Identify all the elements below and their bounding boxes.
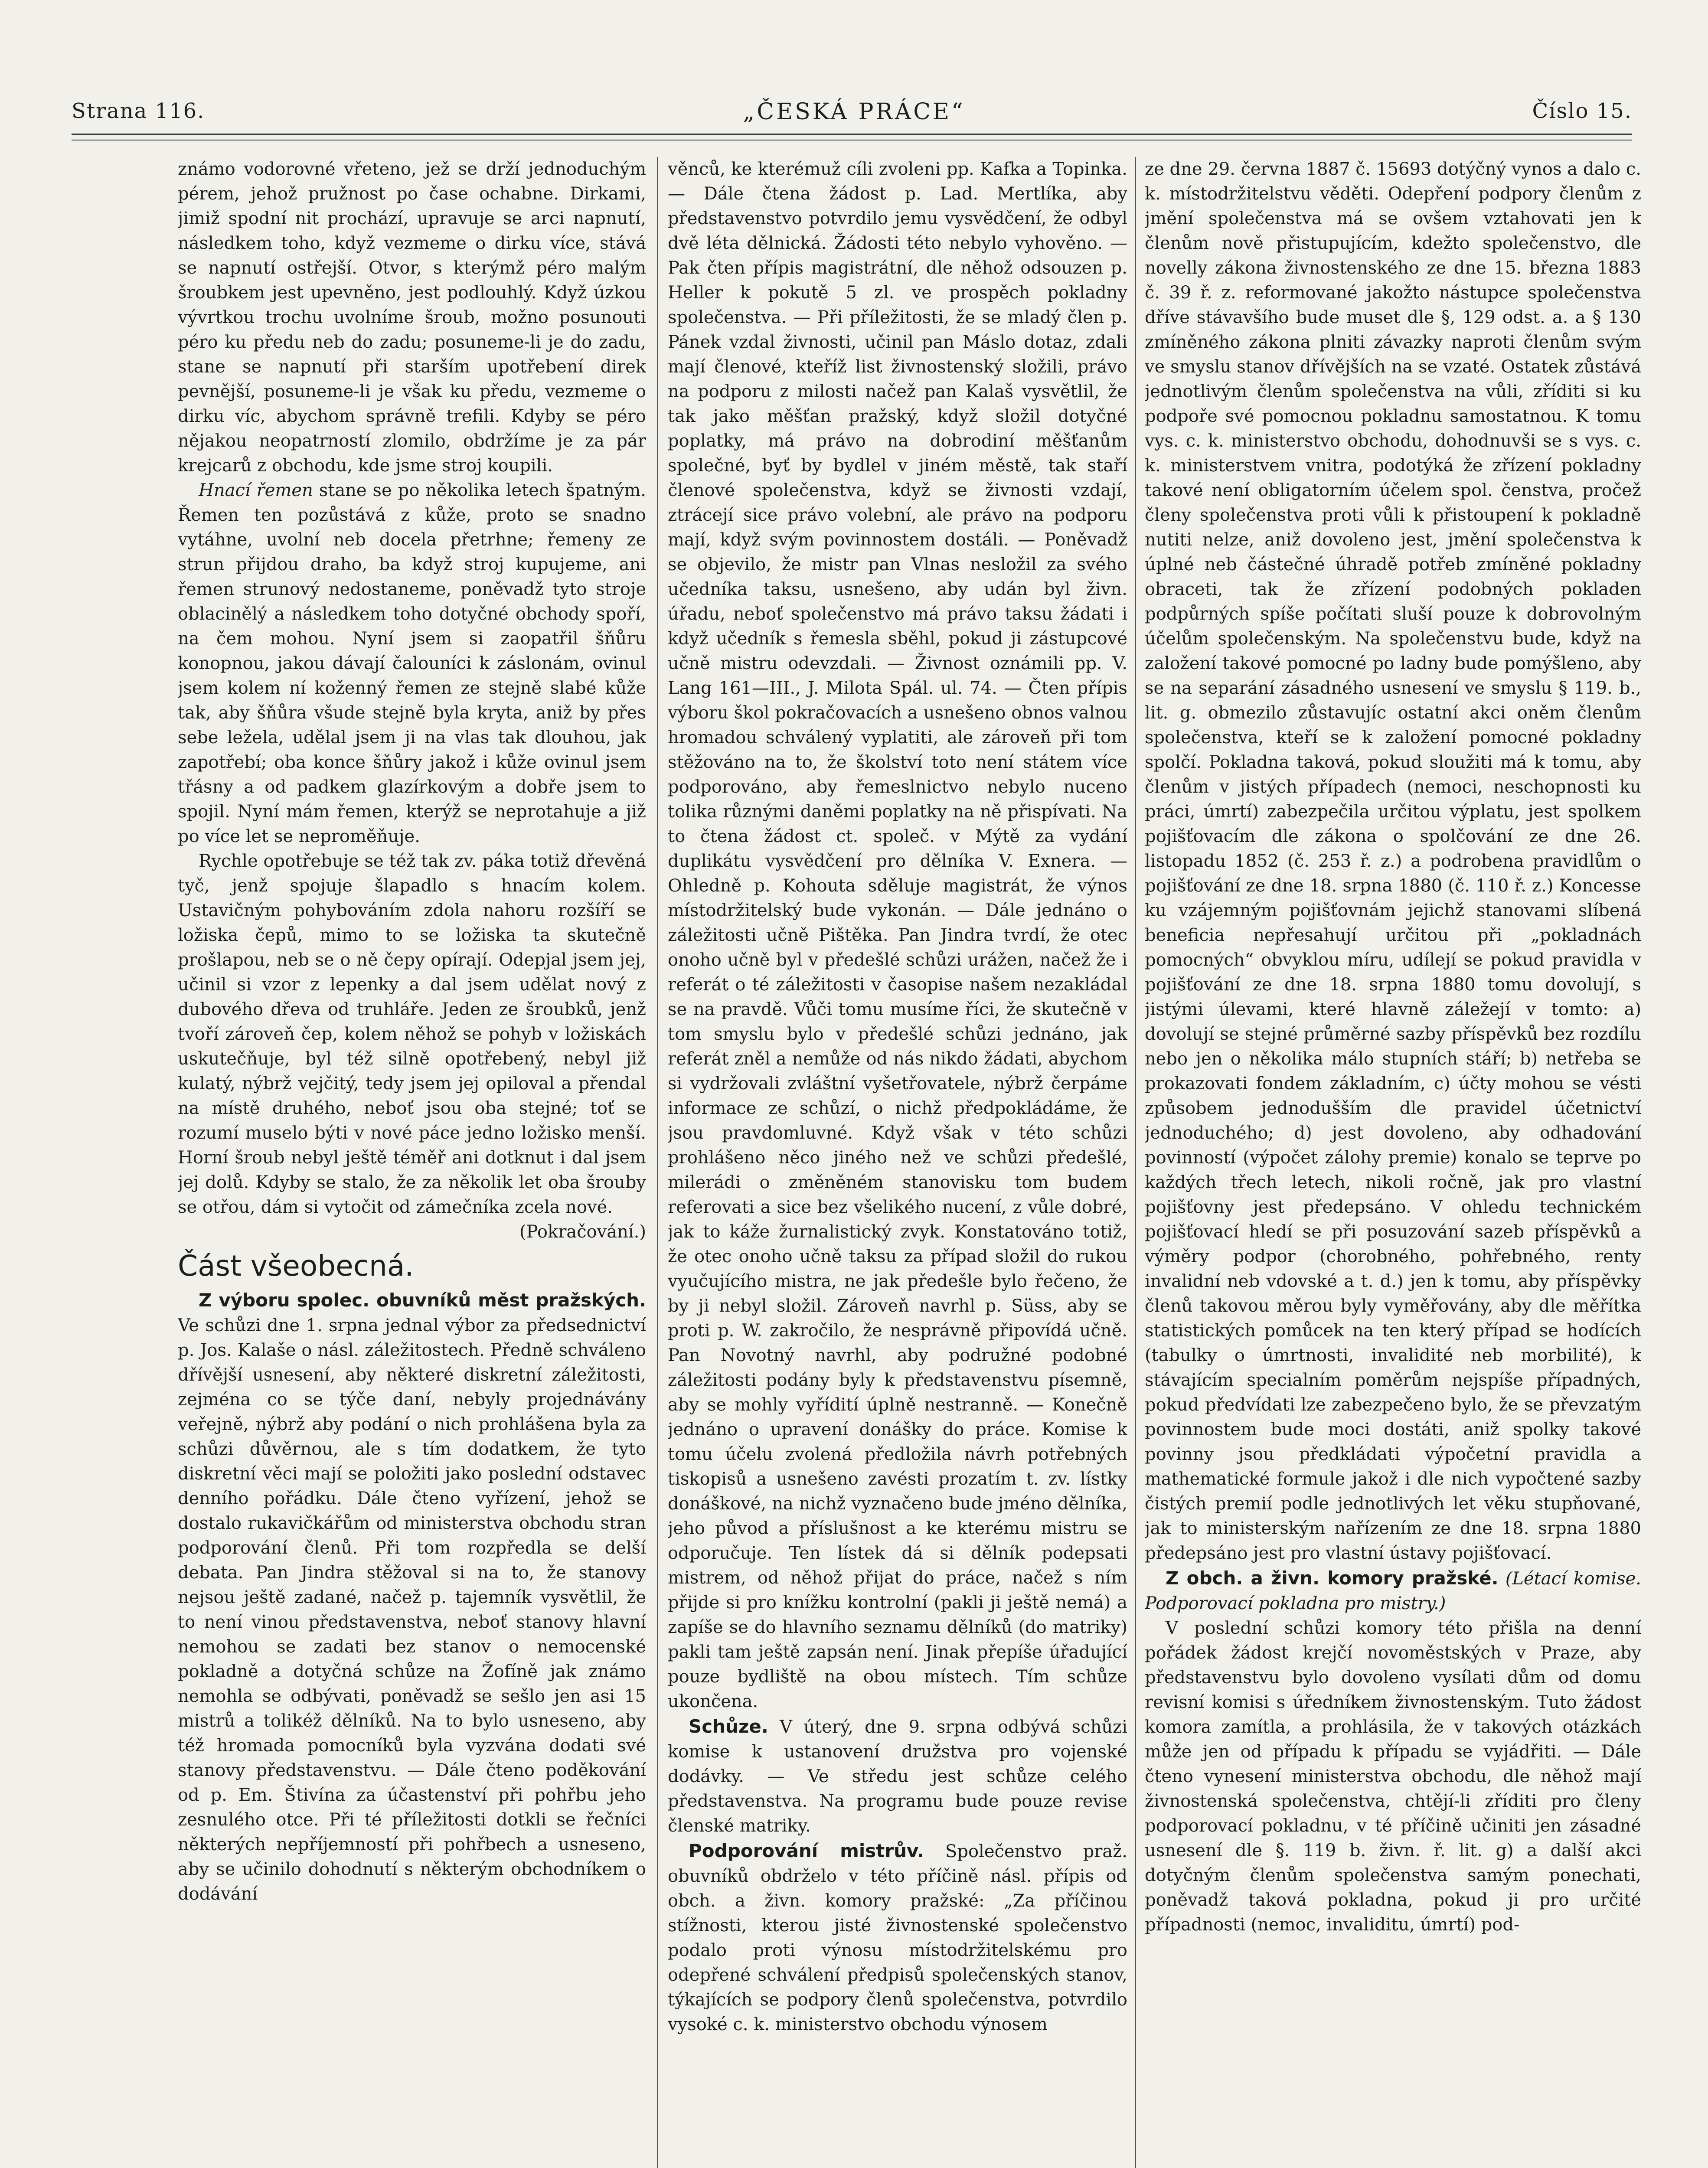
article-paragraph — [1145, 1566, 1641, 1616]
column-3 — [1145, 157, 1641, 2168]
subheading: Podporování mistrův. — [689, 1840, 924, 1861]
article-paragraph: ze dne 29. června 1887 č. 15693 dotýčný vynos a dalo c. k. místodržitelstvu věděti. Odepření podpory členům z jmění společenstva má se ovšem vztahovati jen k členům nově přistupujícím, kdežto společenstvo, dle novelly zákona živnostenského ze dne 15. března 1883 č. 39 ř. z. reformované jakožto nástupce společenstva dříve stávavšího bude muset dle §, 129 odst. a. a § 130 zmíněného zákona plniti závazky naproti členům svým ve smyslu stanov dřívějších na se vzaté. Ostatek zůstává jednotlivým členům společenstva na vůli, zříditi si ku podpoře své pomocnou pokladnu samostatnou. K tomu vys. c. k. ministerstvo obchodu, dohodnuvši se s vys. c. k. ministerstvem vnitra, podotýká že zřízení pokladny takové není obligatorním účelem spol. čenstva, pročež členy společenstva proti vůli k přistoupení k pokladně nutiti nelze, aniž dovoleno jest, jmění společenstva k úplné neb částečné úhradě potřeb zmíněné pokladny obraceti, tak že zřízení podobných pokladen podpůrných spíše počítati sluší pouze k dobrovolným účelům společenským. Na společenstvu bude, když na založení takové pomocné po ladny bude pomýšleno, aby se na separání zásadného usnesení ve smyslu § 119. b., lit. g. obmezilo zůstavujíc ostatní akci oněm členům společenstva, kteří se k založení pomocné pokladny spolčí. Pokladna taková, pokud sloužiti má k tomu, aby členům v jistých případech (nemoci, neschopnosti ku práci, úmrtí) zabezpečila určitou výplatu, jest spolkem pojišťovacím dle zákona o spolčování ze dne 26. listopadu 1852 (č. 253 ř. z.) a podrobena pravidlům o pojišťování ze dne 18. srpna 1880 (č. 110 ř. z.) Koncesse ku vzájemným pojišťovnám jejichž stanovami slíbená beneficia nepřesahují určitou při „pokladnách pomocných“ obvyklou míru, udílejí se pokud pravidla v pojišťování ze dne 18. srpna 1880 tomu dovolují, s jistými úlevami, které hlavně záležejí v tomto: a) dovolují se stejné průměrné sazby příspěvků bez rozdílu nebo jen o několika málo stupních stáří; b) netřeba se prokazovati fondem základním, c) účty mohou se vésti způsobem jednodušším dle pravidel účetnictví jednoduchého; d) jest dovoleno, aby odhadování povinností (výpočet zálohy premie) konalo se teprve po každých třech letech, nikoli ročně, jak pro vlastní pojišťovny jest předepsáno. V ohledu technickém pojišťovací hledí se při posuzování sazeb příspěvků a výměry podpor (chorobného, pohřebného, renty invalidní neb vdovské a t. d.) jen k tomu, aby příspěvky členů takovou měrou byly vyměřovány, aby dle měřítka statistických pomůcek na ten který případ se hodících (tabulky o úmrtnosti, invalidité neb morbilité), k stávajícím specialním poměrům nejspíše případných, pokud předvídati lze zabezpečeno bylo, že se převzatým povinnostem bude moci dostáti, aniž spolky takové povinny jsou předkládati výpočetní pravidla a mathematické formule jakož i dle nich vypočtené sazby čistých premií podle jednotlivých let věku stupňované, jak to ministerským nařízením ze dne 18. srpna 1880 předepsáno jest pro vlastní ústavy pojišťovací. — [1145, 159, 1641, 1563]
continued-note: (Pokračování.) — [519, 1222, 646, 1242]
article-paragraph: věnců, ke kterémuž cíli zvoleni pp. Kafka a Topinka. — Dále čtena žádost p. Lad. Mertlíka, aby představenstvo potvrdilo jemu vysvědčení, že odbyl dvě léta dělnická. Žádosti této nebylo vyhověno. — Pak čten přípis magistrátní, dle něhož odsouzen p. Heller k pokutě 5 zl. ve prospěch pokladny společenstva. — Při příležitosti, že se mladý člen p. Pánek vzdal živnosti, učinil pan Máslo dotaz, zdali mají členové, kteříž list živnostenský složili, právo na podporu z milosti načež pan Kalaš vysvětlil, že tak jako měšťan pražský, když složil dotyčné poplatky, má právo na dobrodiní měšťanům společné, byť by bydlel v jiném městě, tak staří členové společenstva, když se živnosti vzdají, ztrácejí sice právo volební, ale právo na podporu mají, když svým povinnostem dostáli. — Poněvadž se objevilo, že mistr pan Vlnas nesložil za svého učedníka taksu, usnešeno, aby udán byl živn. úřadu, neboť společenstvo má právo taksu žádati i když učedník s řemesla sběhl, pokud ji zástupcové učně mistru odevzdali. — Živnost oznámili pp. V. Lang 161—III., J. Milota Spál. ul. 74. — Čten přípis výboru škol pokračovacích a usnešeno obnos valnou hromadou schválený vyplatiti, ale zároveň při tom stěžováno na to, že školství toto není státem více podporováno, aby řemeslnictvo nebylo nuceno tolika různými daněmi poplatky na ně přispívati. Na to čtena žádost ct. společ. v Mýtě za vydání duplikátu vysvědčení pro dělníka V. Exnera. — Ohledně p. Kohouta sděluje magistrát, že výnos místodržitelský bude vykonán. — Dále jednáno o záležitosti učně Pištěka. Pan Jindra tvrdí, že otec onoho učně byl v předešlé schůzi urážen, načež že i referát o té záležitosti v časopise našem nezakládal se na pravdě. Vůči tomu musíme říci, že skutečně v tom smyslu bylo v předešlé schůzi jednáno, jak referát zněl a nemůže od nás nikdo žádati, abychom si vydržovali zvláštní vyšetřovatele, nýbrž čerpáme informace ze schůzí, o nichž předpokládáme, že jsou pravdomluvné. Když však v této schůzi prohlášeno něco jiného než ve schůzi předešlé, milerádi o změněném stanovisku tom budem referovati a sice bez všelikého nucení, z vůle dobré, jak to káže žurnalistický zvyk. Konstatováno totiž, že otec onoho učně taksu za případ složil do rukou vyučujícího mistra, ne jak předešle bylo řečeno, že by ji nebyl složil. Zároveň navrhl p. Süss, aby se proti p. W. zakročilo, že nesprávně připovídá učně. Pan Novotný navrhl, aby podružné podobné záležitosti podány byly k představenstvu písemně, aby se mohly vyřídití úplně nestranně. — Konečně jednáno o upravení donášky do práce. Komise k tomu účelu zvolená předložila návrh potřebných tiskopisů a usnešeno zavésti prozatím t. zv. lístky donáškové, na nichž vyznačeno bude jméno dělníka, jeho původ a příslušnost a ke kterému mistru se odporučuje. Ten lístek dá si dělník podepsati mistrem, od něhož přijat do práce, načež s ním přijde si pro knížku kontrolní (pakli ji ještě nemá) a zapíše se do hlavního seznamu dělníků (do matriky) pakli tam ještě zapsán není. Jinak přepíše úřadující pouze bydliště na obou místech. Tím schůze ukončena. — [668, 159, 1127, 1711]
issue-number: Číslo 15. — [1532, 99, 1632, 123]
newspaper-title: „ČESKÁ PRÁCE“ — [743, 99, 965, 125]
column-divider — [1135, 157, 1136, 2168]
article-paragraph — [668, 1838, 1127, 2037]
article-paragraph — [668, 1714, 1127, 1838]
section-heading: Část všeobecná. — [178, 1249, 414, 1283]
paragraph-text: stane se po několika letech špatným. Řemen ten pozůstává z kůže, proto se snadno vytáhne, uvolní neb docela přetrhne; řemeny ze strun přijdou draho, ba když stroj kupujeme, ani řemen strunový nedostaneme, poněvadž tyto stroje oblacinělý a následkem toho dotyčné obchody spoří, na čem mohou. Nyní jsem si zaopatřil šňůru konopnou, jakou dávají čalouníci k záslonám, ovinul jsem kolem ní koženný řemen ze stejně slabé kůže tak, aby šňůra všude stejně byla kryta, aniž by přes sebe ležela, udělal jsem ji na vlas tak dlouhou, jak zapotřebí; oba konce šňůry jakož i kůže ovinul jsem třásny a od padkem glazírkovým a dobře jsem to spojil. Nyní mám řemen, kterýž se neprotahuje a již po více let se neproměňuje. — [178, 480, 646, 846]
page-number-label: Strana 116. — [72, 99, 205, 123]
emphasis-term: Hnací řemen — [199, 480, 313, 500]
article-paragraph: známo vodorovné vřeteno, jež se drží jednoduchým pérem, jehož pružnost po čase ochabne. Dirkami, jimiž spodní nit prochází, upravuje se arci napnutí, následkem toho, když vezmeme o dirku více, stává se napnutí ostřejší. Otvor, s kterýmž péro malým šroubkem jest upevněno, jest podlouhlý. Když úzkou vývrtkou trochu uvolníme šroub, možno posunouti péro ku předu neb do zadu; posuneme-li je do zadu, stane se napnutí při starším upotřebení direk pevnější, posuneme-li je však ku předu, vezmeme o dirku víc, abychom správně trefili. Kdyby se péro nějakou neopatrností zlomilo, obdržíme je za pár krejcarů z obchodu, kde jsme stroj koupili. — [178, 159, 646, 476]
column-1 — [178, 157, 646, 2168]
emphasis-term: (Létací komise. Podporovací pokladna pro mistry.) — [1145, 1569, 1641, 1613]
column-divider — [657, 157, 658, 2168]
article-paragraph: Rychle opotřebuje se též tak zv. páka totiž dřevěná tyč, jenž spojuje šlapadlo s hnacím kolem. Ustavičným pohybováním zdola nahoru rozšíří se ložiska čepů, mimo to se ložiska ta skutečně prošlapou, neb se o ně čepy opírají. Odepjal jsem jej, učinil si vzor z lepenky a dal jsem udělat nový z dubového dřeva od truhláře. Jeden ze šroubků, jenž tvoří zároveň čep, kolem něhož se pohyb v ložiskách uskutečňuje, byl též silně opotřebený, nebyl již kulatý, nýbrž vejčitý, tedy jsem jej opiloval a přendal na místě druhého, neboť jsou oba stejné; toť se rozumí muselo býti v nové páce jedno ložisko menší. Horní šroub nebyl ještě téměř ani dotknut i dal jsem jej dolů. Kdyby se stalo, že za několik let oba šrouby se otřou, dám si vytočit od zámečníka zcela nové. — [178, 851, 646, 1217]
header-rule — [72, 134, 1632, 135]
column-2 — [668, 157, 1127, 2168]
article-paragraph — [178, 1288, 646, 1907]
article-paragraph: V poslední schůzi komory této přišla na denní pořádek žádost krejčí novoměstských v Praze, aby představenstvu bylo dovoleno vysílati dům od domu revisní komisi s úředníkem živnostenským. Tuto žádost komora zamítla, a prohlásila, že v takových otázkách může jen od případu k případu se vyjádřiti. — Dále čteno vynesení ministerstva obchodu, dle něhož mají živnostenská společenstva, chtějí-li zříditi pro členy podporovací pokladnu, v té příčině učiniti jen zásadné usnesení dle §. 119 b. živn. ř. lit. g) a další akci dotyčným členům společenstva samým ponechati, poněvadž taková pokladna, pokud ji pro určité případnosti (nemoc, invaliditu, úmrtí) pod- — [1145, 1618, 1641, 1935]
paragraph-text: Ve schůzi dne 1. srpna jednal výbor za předsednictví p. Jos. Kalaše o násl. záležitostech. Předně schváleno dřívější usnesení, aby některé diskretní záležitosti, zejména co se týče daní, nebyly projednávány veřejně, nýbrž aby podání o nich prohlášena byla za schůzi důvěrnou, ale s tím dodatkem, že tyto diskretní věci mají se položiti jako poslední odstavec denního pořádku. Dále čteno vyřízení, jehož se dostalo rukavičkářům od ministerstva obchodu stran podporování členů. Při tom rozpředla se delší debata. Pan Jindra stěžoval si na to, že stanovy nejsou ještě zadané, načež p. tajemník vysvětlil, že to není vinou představenstva, neboť stanovy hlavní nemohou se zadati bez stanov o nemocenské pokladně a dotyčná schůze na Žofíně jak známo nemohla se odbývati, poněvadž se sešlo jen asi 15 mistrů a tolikéž dělníků. Na to bylo usneseno, aby též hromada pomocníků byla vyzvána dodati své stanovy představenstvu. — Dále čteno poděkování od p. Em. Štivína za účastenství při pohřbu jeho zesnulého otce. Při té příležitosti dotkli se řečníci některých nepříjemností při pohřbech a usneseno, aby se učinilo dohodnutí s některým obchodníkem o dodávání — [178, 1316, 646, 1904]
subheading: Schůze. — [689, 1716, 768, 1737]
paragraph-text: Společenstvo praž. obuvníků obdrželo v této příčině násl. přípis od obch. a živn. komory pražské: „Za příčinou stížnosti, kterou jisté živnostenské společenstvo podalo proti výnosu místodržitelskému pro odepřené schválení předpisů společenských stanov, týkajících se podpory členů společenstva, potvrdilo vysoké c. k. ministerstvo obchodu výnosem — [668, 1841, 1127, 2034]
subheading: Z obch. a živn. komory pražské. — [1166, 1567, 1499, 1589]
article-paragraph — [178, 478, 646, 849]
paragraph-text: V úterý, dne 9. srpna odbývá schůzi komise k ustanovení družstva pro vojenské dodávky. — Ve středu jest schůze celého představenstva. Na programu bude pouze revise členské matriky. — [668, 1717, 1127, 1836]
subheading: Z výboru spolec. obuvníků měst pražských. — [199, 1290, 646, 1311]
